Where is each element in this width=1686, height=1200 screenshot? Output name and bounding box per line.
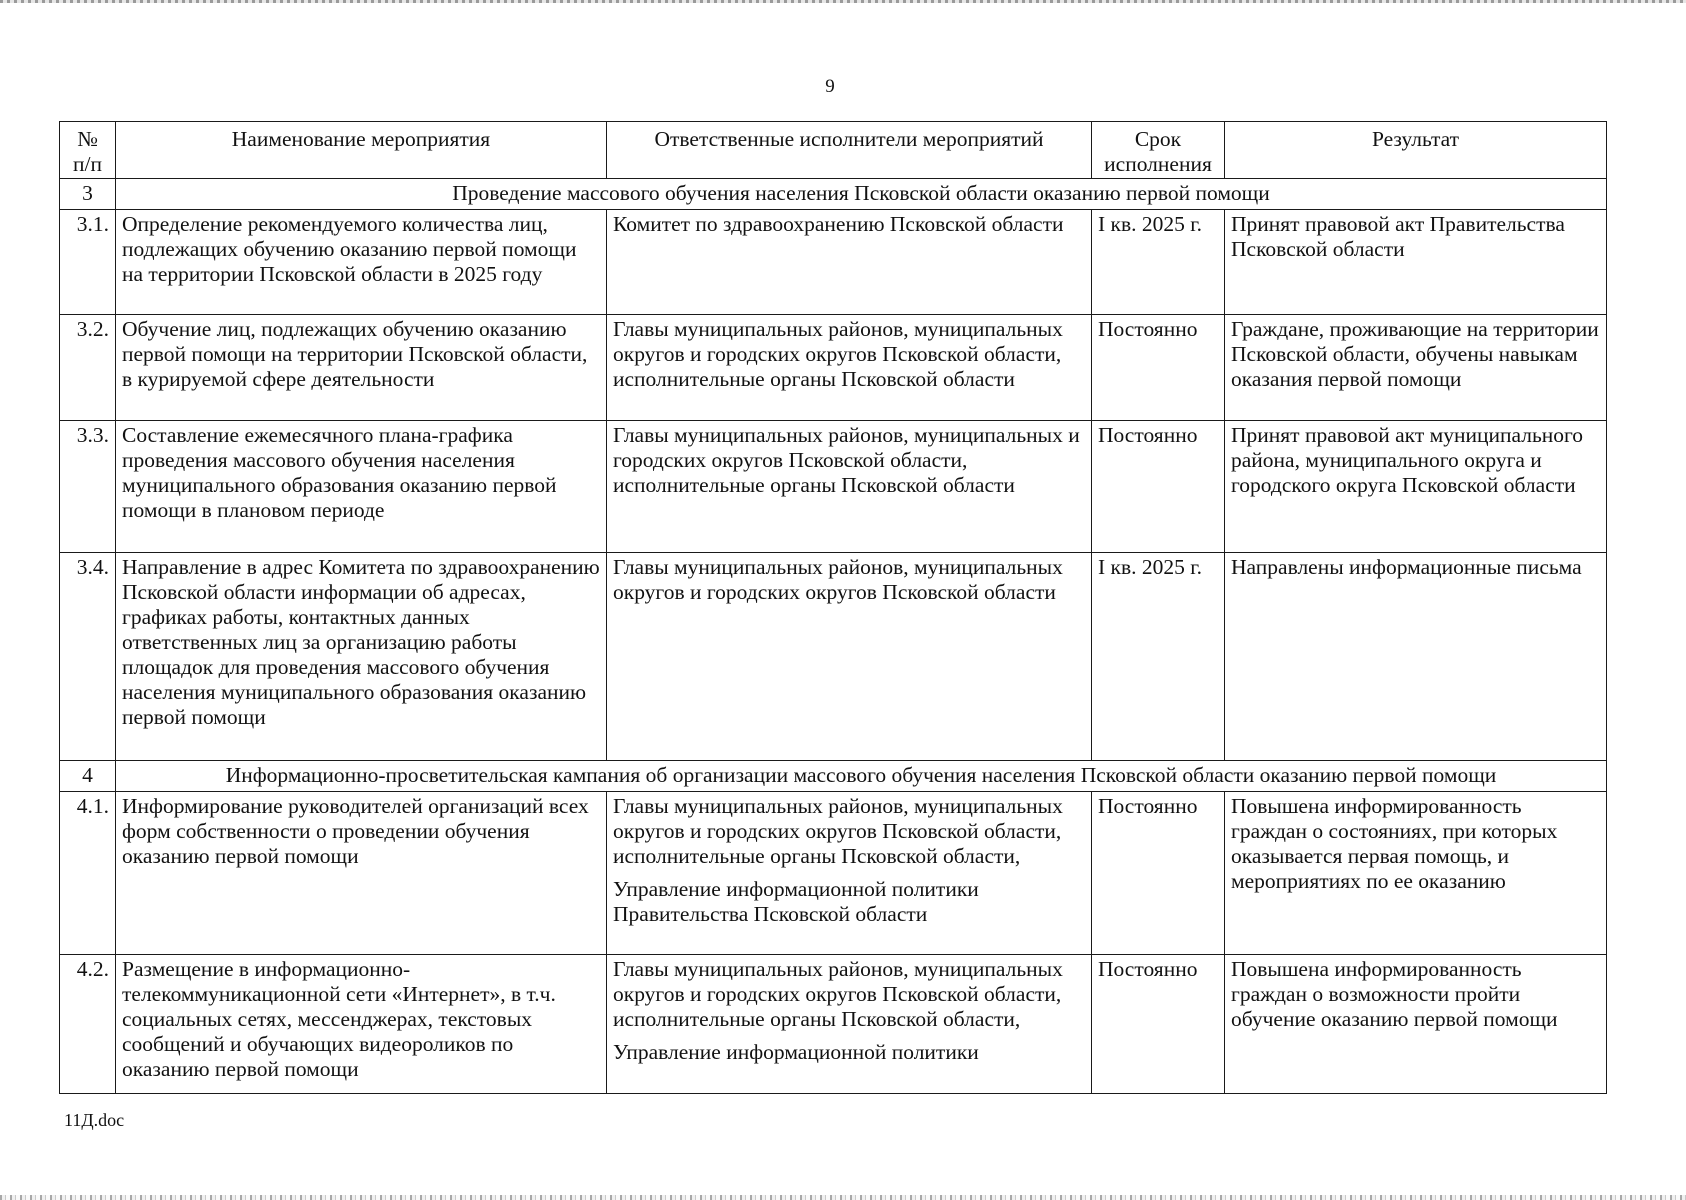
responsible-executors: [607, 792, 1092, 955]
deadline: I кв. 2025 г.: [1092, 210, 1225, 315]
table-row-3-3: [60, 421, 1607, 553]
section-row-3: [60, 179, 1607, 210]
activity-name: Обучение лиц, подлежащих обучению оказанию первой помощи на территории Псковской области, в курируемой сфере деятельности: [116, 315, 607, 421]
row-number: 4.1.: [60, 792, 116, 955]
deadline: Постоянно: [1092, 315, 1225, 421]
section-number: 3: [60, 179, 116, 210]
row-number: 4.2.: [60, 955, 116, 1094]
responsible-executors: Главы муниципальных районов, муниципальных округов и городских округов Псковской области: [607, 553, 1092, 761]
result: Принят правовой акт Правительства Псковской области: [1225, 210, 1607, 315]
deadline: Постоянно: [1092, 955, 1225, 1094]
row-number: 3.4.: [60, 553, 116, 761]
deadline: I кв. 2025 г.: [1092, 553, 1225, 761]
section-row-4: [60, 761, 1607, 792]
result: Повышена информированность граждан о возможности пройти обучение оказанию первой помощи: [1225, 955, 1607, 1094]
responsible-executors: [607, 955, 1092, 1094]
section-title: Информационно-просветительская кампания об организации массового обучения населения Псковской области оказанию первой помощи: [116, 761, 1607, 792]
header-executors: Ответственные исполнители мероприятий: [607, 122, 1092, 179]
table-row-3-4: [60, 553, 1607, 761]
executors-paragraph: Главы муниципальных районов, муниципальных округов и городских округов Псковской области, исполнительные органы Псковской области,: [613, 957, 1063, 1031]
responsible-executors: Комитет по здравоохранению Псковской области: [607, 210, 1092, 315]
activity-name: Информирование руководителей организаций всех форм собственности о проведении обучения оказанию первой помощи: [116, 792, 607, 955]
header-num: № п/п: [60, 122, 116, 179]
section-number: 4: [60, 761, 116, 792]
activity-name: Определение рекомендуемого количества лиц, подлежащих обучению оказанию первой помощи на территории Псковской области в 2025 году: [116, 210, 607, 315]
table-row-4-1: [60, 792, 1607, 955]
row-number: 3.2.: [60, 315, 116, 421]
page-number: 9: [825, 76, 835, 97]
executors-paragraph: Главы муниципальных районов, муниципальных округов и городских округов Псковской области, исполнительные органы Псковской области,: [613, 794, 1063, 868]
activity-name: Направление в адрес Комитета по здравоохранению Псковской области информации об адресах, графиках работы, контактных данных ответственных лиц за организацию работы площадок для проведения массового обучения населения муниципального образования оказанию первой помощи: [116, 553, 607, 761]
executors-paragraph: Управление информационной политики: [613, 1040, 979, 1064]
activities-table: [59, 121, 1607, 1094]
header-deadline: Срок исполнения: [1092, 122, 1225, 179]
row-number: 3.1.: [60, 210, 116, 315]
footer-file-name: 11Д.doc: [64, 1110, 125, 1130]
header-name: Наименование мероприятия: [116, 122, 607, 179]
responsible-executors: Главы муниципальных районов, муниципальных округов и городских округов Псковской области, исполнительные органы Псковской области: [607, 315, 1092, 421]
scan-edge-top: [0, 0, 1686, 3]
result: Направлены информационные письма: [1225, 553, 1607, 761]
scan-edge-bottom: [0, 1195, 1686, 1200]
executors-paragraph: Управление информационной политики Правительства Псковской области: [613, 877, 979, 926]
activity-name: Составление ежемесячного плана-графика проведения массового обучения населения муниципального образования оказанию первой помощи в плановом периоде: [116, 421, 607, 553]
section-title: Проведение массового обучения населения Псковской области оказанию первой помощи: [116, 179, 1607, 210]
result: Принят правовой акт муниципального района, муниципального округа и городского округа Псковской области: [1225, 421, 1607, 553]
responsible-executors: Главы муниципальных районов, муниципальных и городских округов Псковской области, исполнительные органы Псковской области: [607, 421, 1092, 553]
table-row-4-2: [60, 955, 1607, 1094]
row-number: 3.3.: [60, 421, 116, 553]
deadline: Постоянно: [1092, 792, 1225, 955]
result: Повышена информированность граждан о состояниях, при которых оказывается первая помощь, и мероприятиях по ее оказанию: [1225, 792, 1607, 955]
table-header-row: [60, 122, 1607, 179]
deadline: Постоянно: [1092, 421, 1225, 553]
result: Граждане, проживающие на территории Псковской области, обучены навыкам оказания первой помощи: [1225, 315, 1607, 421]
table-row-3-1: [60, 210, 1607, 315]
activity-name: Размещение в информационно-телекоммуникационной сети «Интернет», в т.ч. социальных сетях, мессенджерах, текстовых сообщений и обучающих видеороликов по оказанию первой помощи: [116, 955, 607, 1094]
header-result: Результат: [1225, 122, 1607, 179]
table-row-3-2: [60, 315, 1607, 421]
